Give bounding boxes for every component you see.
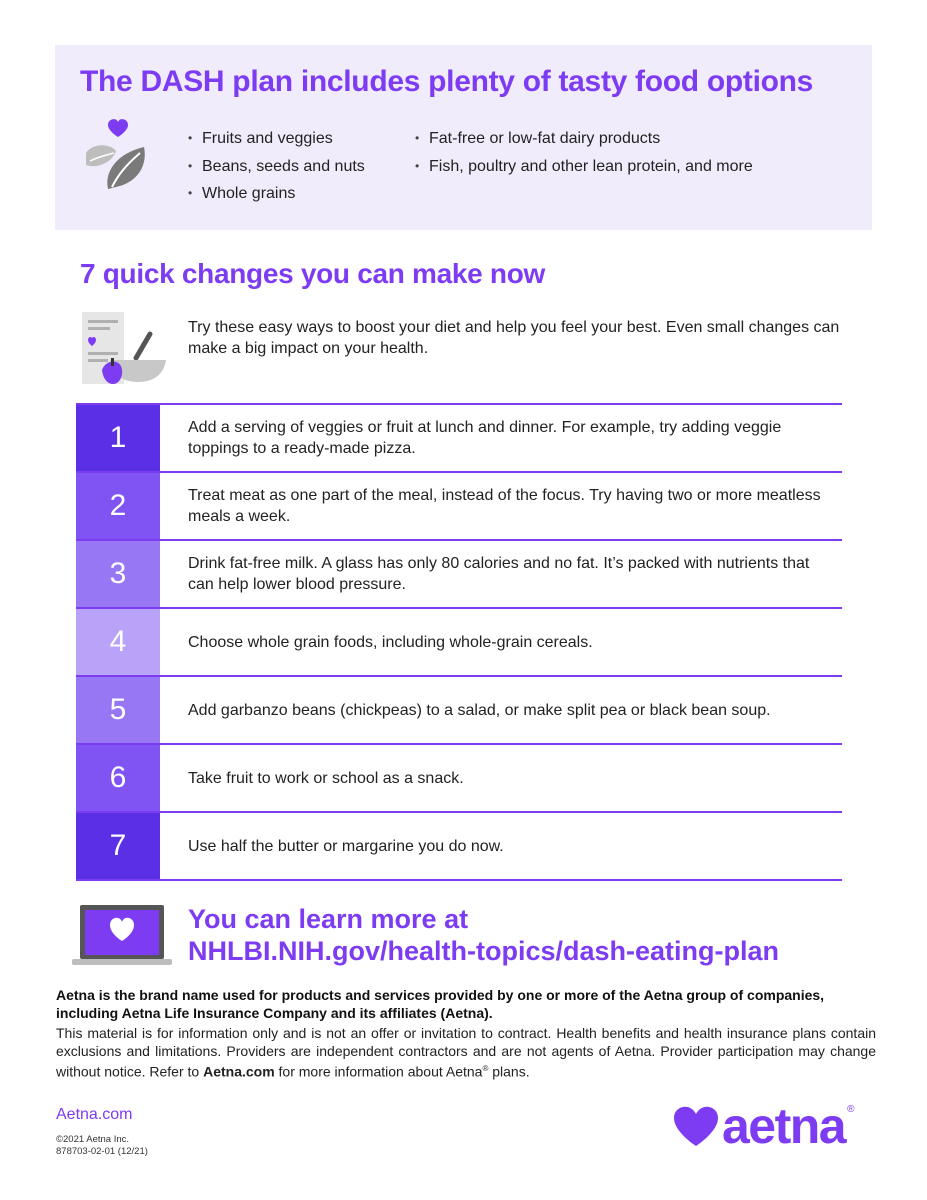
document-code: 878703-02-01 (12/21) bbox=[56, 1146, 148, 1157]
copyright-block bbox=[56, 1134, 148, 1158]
brand-note: Aetna is the brand name used for products and services provided by one or more of the Aetna group of companies, including Aetna Life Insurance Company and its affiliates (Aetna). bbox=[56, 987, 825, 1021]
dash-food-options-panel bbox=[55, 45, 872, 230]
step-text: Add a serving of veggies or fruit at lunch and dinner. For example, try adding veggie toppings to a ready-made pizza. bbox=[188, 419, 782, 457]
disclaimer-text: This material is for information only and is not an offer or invitation to contract. Health benefits and health insurance plans contain exclusions and limitations. Providers are independent contractors and are not agents of Aetna. Provider participation may change without notice. Refer to bbox=[56, 1025, 876, 1080]
list-item: • Beans, seeds and nuts bbox=[188, 153, 365, 181]
list-item bbox=[76, 677, 842, 745]
list-item bbox=[76, 813, 842, 881]
laptop-heart-icon bbox=[72, 903, 172, 967]
step-text: Treat meat as one part of the meal, instead of the focus. Try having two or more meatless meals a week. bbox=[188, 487, 821, 525]
food-list-left bbox=[188, 125, 365, 208]
step-number: 1 bbox=[76, 405, 160, 471]
step-text: Take fruit to work or school as a snack. bbox=[188, 769, 464, 787]
step-number: 7 bbox=[76, 813, 160, 879]
list-item bbox=[76, 473, 842, 541]
list-item bbox=[76, 405, 842, 473]
food-list-right bbox=[415, 125, 753, 180]
learn-more-url[interactable]: NHLBI.NIH.gov/health-topics/dash-eating-plan bbox=[188, 936, 780, 966]
disclaimer-tail: plans. bbox=[488, 1063, 530, 1080]
dash-title: The DASH plan includes plenty of tasty food options bbox=[80, 65, 814, 98]
learn-more-callout bbox=[188, 903, 779, 967]
intro-text: Try these easy ways to boost your diet and help you feel your best. Even small changes can make a big impact on your health. bbox=[188, 319, 840, 357]
logo-registered-mark: ® bbox=[847, 1104, 855, 1115]
list-item bbox=[76, 609, 842, 677]
list-item: • Whole grains bbox=[188, 180, 365, 208]
step-number: 6 bbox=[76, 745, 160, 811]
step-number: 2 bbox=[76, 473, 160, 539]
step-number: 3 bbox=[76, 541, 160, 607]
step-text: Add garbanzo beans (chickpeas) to a salad, or make split pea or black bean soup. bbox=[188, 701, 771, 719]
step-text: Use half the butter or margarine you do now. bbox=[188, 837, 504, 855]
logo-wordmark: aetna bbox=[722, 1098, 846, 1154]
site-link[interactable]: Aetna.com bbox=[56, 1106, 133, 1123]
disclaimer-text-end: for more information about Aetna bbox=[274, 1063, 483, 1080]
aetna-logo bbox=[672, 1098, 855, 1154]
changes-title: 7 quick changes you can make now bbox=[80, 258, 546, 289]
step-number: 4 bbox=[76, 609, 160, 675]
step-text: Drink fat-free milk. A glass has only 80 calories and no fat. It’s packed with nutrients that can help lower blood pressure. bbox=[188, 555, 810, 593]
list-item: • Fat-free or low-fat dairy products bbox=[415, 125, 753, 153]
registered-mark: ® bbox=[482, 1064, 489, 1073]
step-number: 5 bbox=[76, 677, 160, 743]
list-item bbox=[76, 541, 842, 609]
aetna-heart-logo-icon bbox=[672, 1104, 720, 1148]
quick-changes-list bbox=[76, 403, 842, 881]
copyright-text: ©2021 Aetna Inc. bbox=[56, 1134, 130, 1145]
disclaimer-link[interactable]: Aetna.com bbox=[203, 1063, 275, 1080]
recipe-card-icon bbox=[80, 310, 168, 386]
list-item: • Fish, poultry and other lean protein, and more bbox=[415, 153, 753, 181]
list-item bbox=[76, 745, 842, 813]
heart-leaf-icon bbox=[82, 117, 154, 193]
list-item: • Fruits and veggies bbox=[188, 125, 365, 153]
disclaimer bbox=[56, 1024, 876, 1081]
step-text: Choose whole grain foods, including whole-grain cereals. bbox=[188, 633, 593, 651]
learn-more-line1: You can learn more at bbox=[188, 904, 469, 934]
